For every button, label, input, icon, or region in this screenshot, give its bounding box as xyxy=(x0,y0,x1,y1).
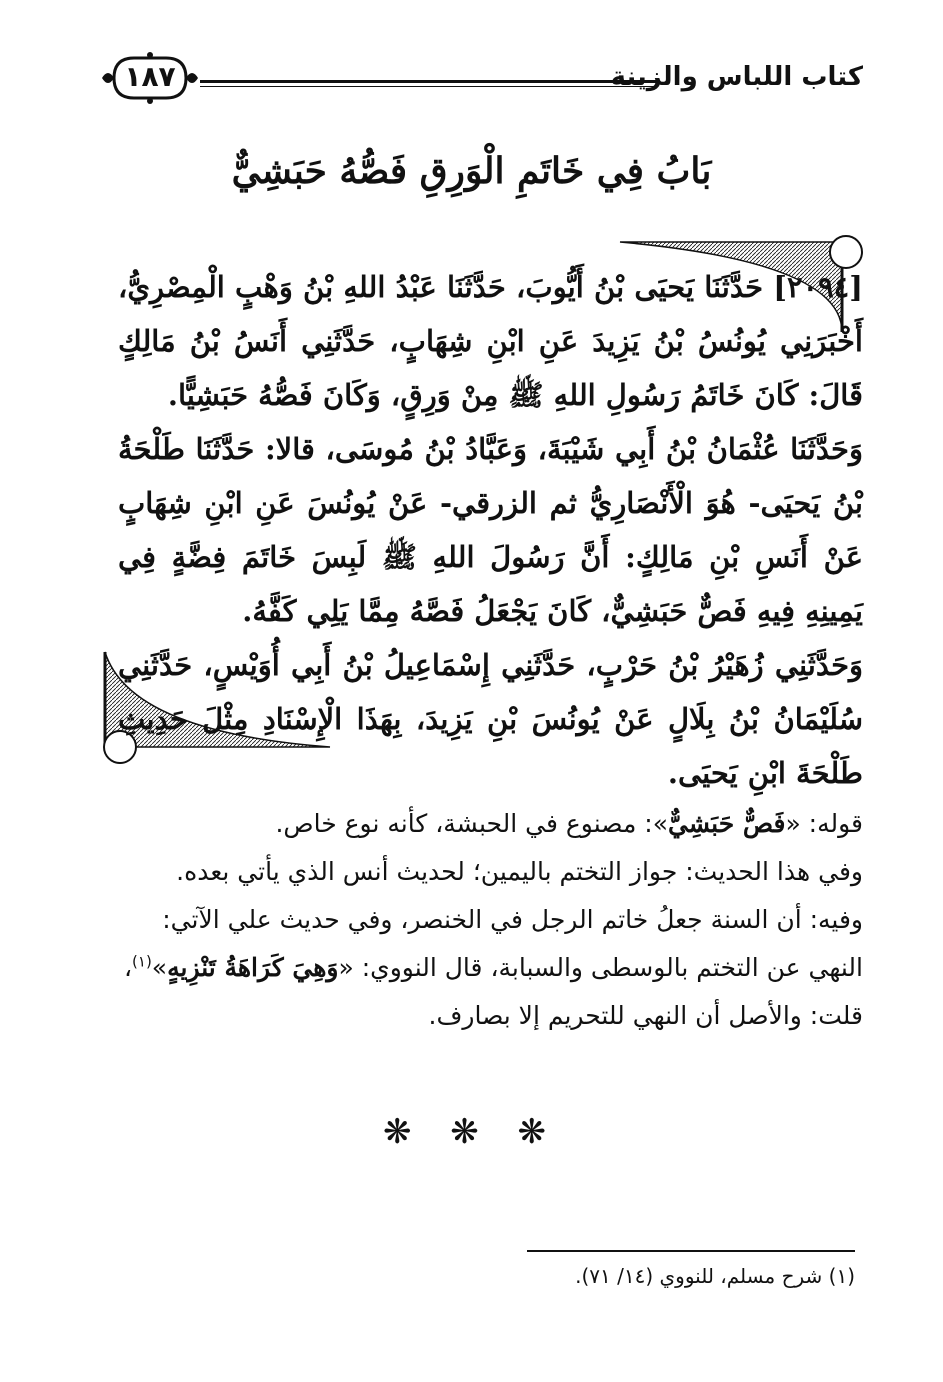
commentary-quote: فَصٌّ حَبَشِيٌّ xyxy=(668,809,786,838)
footnote-rule xyxy=(527,1250,855,1252)
commentary-line xyxy=(83,800,863,848)
running-title: كتاب اللباس والزينة xyxy=(610,62,863,92)
page-number: ١٨٧ xyxy=(124,60,176,93)
footnote: (١) شرح مسلم، للنووي (١٤/ ٧١). xyxy=(575,1264,855,1288)
header-rule xyxy=(200,80,658,87)
commentary xyxy=(83,800,863,1040)
commentary-quote: وَهِيَ كَرَاهَةُ تَنْزِيهٍ xyxy=(167,953,339,982)
commentary-line: قلت: والأصل أن النهي للتحريم إلا بصارف. xyxy=(428,1001,863,1030)
hadith-paragraph: [٢٠٩٤] حَدَّثَنَا يَحيَى بْنُ أَيُّوبَ، حَدَّثَنَا عَبْدُ اللهِ بْنُ وَهْبٍ الْمِصْرِيُّ، أَخْبَرَنِي يُونُسُ بْنُ يَزِيدَ عَنِ ابْنِ شِهَابٍ، حَدَّثَنِي أَنَسُ بْنُ مَالِكٍ قَالَ: كَانَ خَاتَمُ رَسُولِ اللهِ ﷺ مِنْ وَرِقٍ، وَكَانَ فَصُّهُ حَبَشِيًّا. xyxy=(118,270,863,412)
hadith-text xyxy=(118,260,863,800)
page-number-ornament xyxy=(100,50,200,106)
commentary-line: وفي هذا الحديث: جواز التختم باليمين؛ لحديث أنس الذي يأتي بعده. xyxy=(176,857,863,886)
commentary-text: »: مصنوع في الحبشة، كأنه نوع خاص. xyxy=(275,809,669,838)
commentary-line xyxy=(83,944,863,992)
hadith-paragraph: وَحَدَّثَنِي زُهَيْرُ بْنُ حَرْبٍ، حَدَّثَنِي إِسْمَاعِيلُ بْنُ أَبِي أُوَيْسٍ، حَدَّثَنِي سُلَيْمَانُ بْنُ بِلَالٍ عَنْ يُونُسَ بْنِ يَزِيدَ، بِهَذَا الْإِسْنَادِ مِثْلَ حَدِيثِ طَلْحَةَ ابْنِ يَحيَى. xyxy=(118,648,863,790)
chapter-title: بَابُ فِي خَاتَمِ الْوَرِقِ فَصُّهُ حَبَشِيٌّ xyxy=(231,150,712,192)
section-separator: ❋ ❋ ❋ xyxy=(382,1112,561,1152)
commentary-text: ، xyxy=(123,953,133,982)
commentary-line: وفيه: أن السنة جعلُ خاتم الرجل في الخنصر، وفي حديث علي الآتي: xyxy=(162,905,863,934)
commentary-text: » xyxy=(151,953,168,982)
commentary-text: قوله: « xyxy=(785,809,863,838)
footnote-reference[interactable]: (١) xyxy=(132,952,152,971)
commentary-text: النهي عن التختم بالوسطى والسبابة، قال النووي: « xyxy=(338,953,863,982)
hadith-paragraph: وَحَدَّثَنَا عُثْمَانُ بْنُ أَبِي شَيْبَةَ، وَعَبَّادُ بْنُ مُوسَى، قالا: حَدَّثَنَا طَلْحَةُ بْنُ يَحيَى- هُوَ الْأَنْصَارِيُّ ثم الزرقي- عَنْ يُونُسَ عَنِ ابْنِ شِهَابٍ عَنْ أَنَسِ بْنِ مَالِكٍ: أَنَّ رَسُولَ اللهِ ﷺ لَبِسَ خَاتَمَ فِضَّةٍ فِي يَمِينِهِ فِيهِ فَصٌّ حَبَشِيٌّ، كَانَ يَجْعَلُ فَصَّهُ مِمَّا يَلِي كَفَّهُ. xyxy=(118,432,863,628)
